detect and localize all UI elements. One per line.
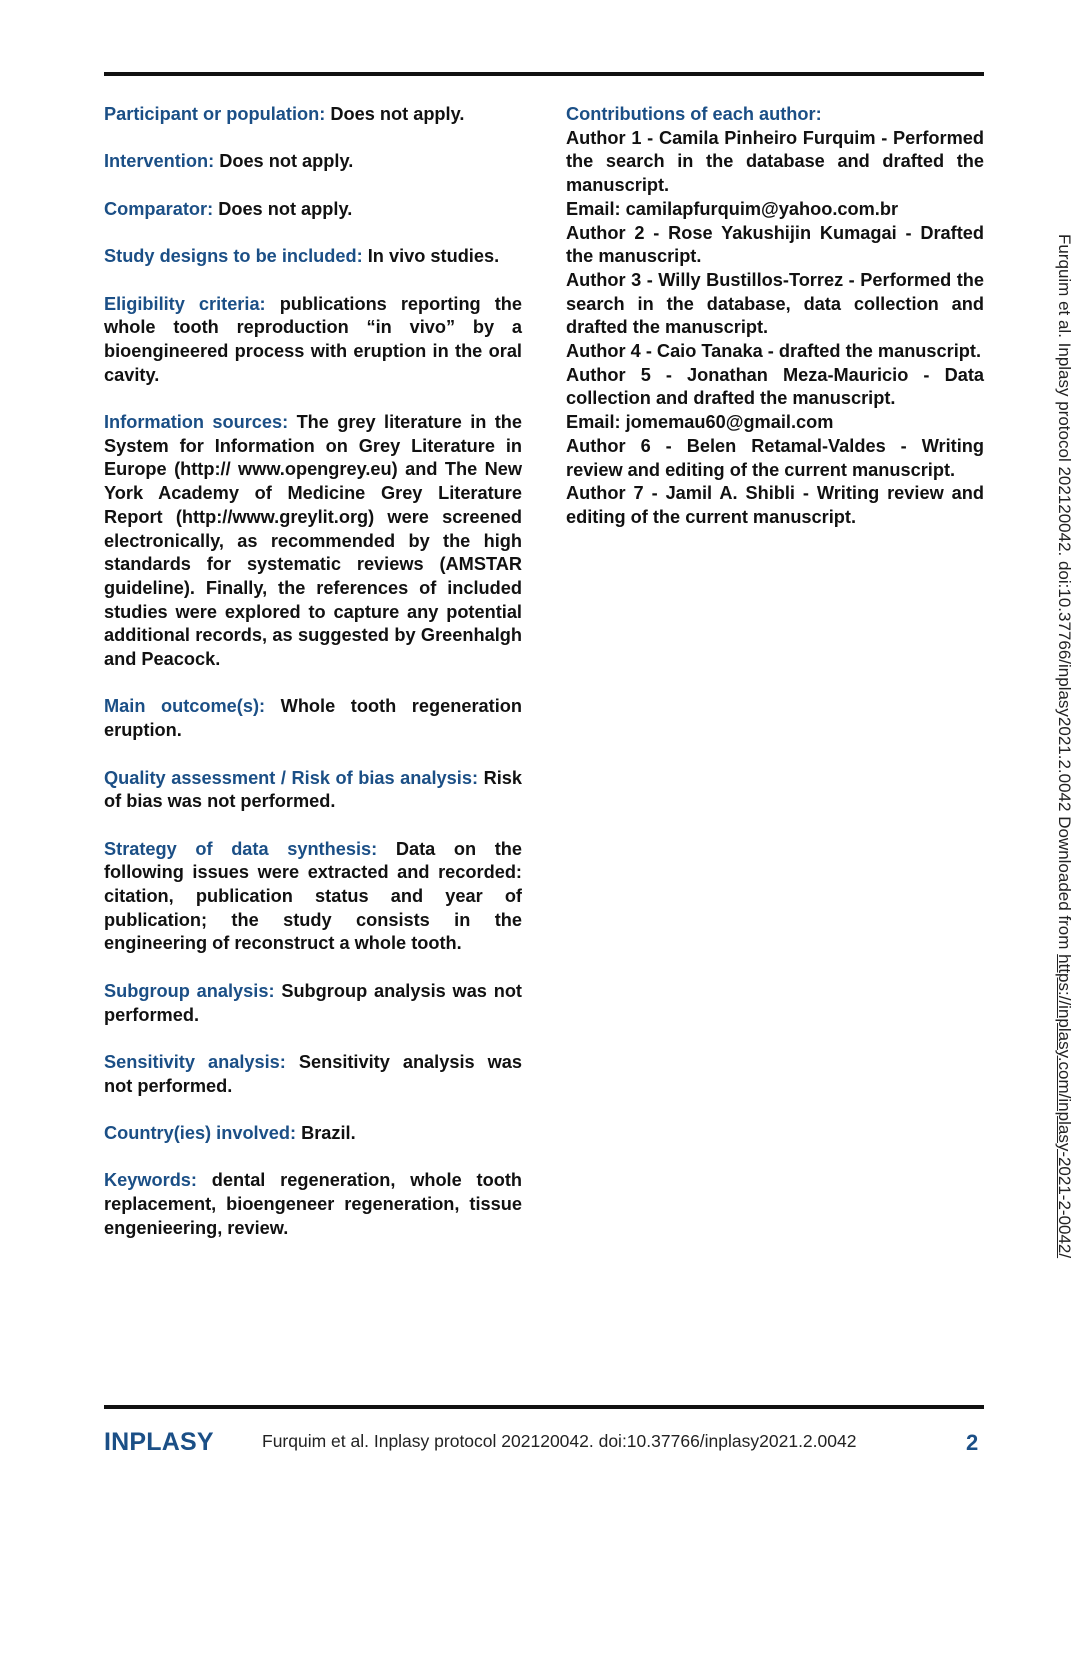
contribution-line: Author 5 - Jonathan Meza-Mauricio - Data collection and drafted the manuscript. bbox=[566, 364, 984, 409]
section-label: Quality assessment / Risk of bias analysis: bbox=[104, 767, 479, 788]
section-participant bbox=[104, 103, 522, 127]
section-label: Comparator: bbox=[104, 198, 214, 219]
contribution-line: Author 6 - Belen Retamal-Valdes - Writing review and editing of the current manuscript. bbox=[566, 435, 984, 480]
contribution-line: Author 7 - Jamil A. Shibli - Writing review and editing of the current manuscript. bbox=[566, 483, 984, 527]
section-text: publications reporting the whole tooth reproduction “in vivo” by a bioengineered process with eruption in the oral cavity. bbox=[104, 293, 522, 385]
side-download-note bbox=[1052, 234, 1076, 1654]
section-comparator bbox=[104, 198, 522, 222]
section-text: Does not apply. bbox=[219, 151, 354, 172]
contribution-line: Author 1 - Camila Pinheiro Furquim - Performed the search in the database and drafted the manuscript. bbox=[566, 127, 984, 196]
section-label: Main outcome(s): bbox=[104, 696, 266, 717]
section-text: Sensitivity analysis was not performed. bbox=[104, 1051, 522, 1096]
author-email[interactable]: Email: jomemau60@gmail.com bbox=[566, 412, 834, 433]
section-label: Participant or population: bbox=[104, 104, 326, 124]
contribution-line: Author 4 - Caio Tanaka - drafted the manuscript. bbox=[566, 341, 981, 362]
section-label: Sensitivity analysis: bbox=[104, 1051, 286, 1072]
section-text: Does not apply. bbox=[330, 104, 465, 124]
section-label: Information sources: bbox=[104, 412, 289, 433]
section-label: Subgroup analysis: bbox=[104, 980, 275, 1001]
section-label: Eligibility criteria: bbox=[104, 293, 266, 314]
section-sensitivity-analysis bbox=[104, 1051, 522, 1098]
contribution-line: Author 3 - Willy Bustillos-Torrez - Performed the search in the database, data collection and drafted the manuscript. bbox=[566, 269, 984, 338]
side-note-text: Furquim et al. Inplasy protocol 202120042. doi:10.37766/inplasy2021.2.0042 Downloaded from bbox=[1055, 234, 1074, 955]
left-column bbox=[104, 103, 522, 1264]
author-email[interactable]: Email: camilapfurquim@yahoo.com.br bbox=[566, 198, 899, 219]
section-text: Data on the following issues were extracted and recorded: citation, publication status and year of publication; the study consists in the engineering of reconstruct a whole tooth. bbox=[104, 838, 523, 954]
download-link[interactable]: https://inplasy.com/inplasy-2021-2-0042/ bbox=[1055, 954, 1074, 1259]
section-countries bbox=[104, 1122, 522, 1146]
contributions-heading: Contributions of each author: bbox=[566, 104, 822, 124]
section-text: Brazil. bbox=[301, 1123, 356, 1144]
section-subgroup-analysis bbox=[104, 980, 522, 1027]
section-label: Intervention: bbox=[104, 151, 215, 172]
section-text: Subgroup analysis was not performed. bbox=[104, 980, 522, 1025]
section-information-sources bbox=[104, 411, 522, 672]
section-quality-assessment bbox=[104, 767, 522, 814]
section-text: The grey literature in the System for Information on Grey Literature in Europe (http:// www.opengrey.eu) and The New York Academy of Medicine Grey Literature Report (http://www.greylit.org) were screened electronically, as recommended by the high standards for systematic reviews (AMSTAR guideline). Finally, the references of included studies were explored to capture any potential additional records, as suggested by Greenhalgh and Peacock. bbox=[104, 412, 522, 670]
section-intervention bbox=[104, 150, 522, 174]
section-label: Keywords: bbox=[104, 1170, 197, 1191]
section-text: Does not apply. bbox=[218, 198, 353, 219]
footer-citation: Furquim et al. Inplasy protocol 202120042. doi:10.37766/inplasy2021.2.0042 bbox=[262, 1431, 857, 1451]
page-number: 2 bbox=[966, 1430, 979, 1455]
section-text: dental regeneration, whole tooth replacement, bioengeneer regeneration, tissue engenieering, review. bbox=[104, 1170, 522, 1238]
section-text: In vivo studies. bbox=[367, 246, 500, 267]
section-keywords bbox=[104, 1169, 522, 1240]
header-rule bbox=[104, 72, 984, 76]
section-text: Whole tooth regeneration eruption. bbox=[104, 696, 522, 741]
contributions-section bbox=[566, 103, 984, 530]
section-label: Strategy of data synthesis: bbox=[104, 838, 378, 859]
section-text: Risk of bias was not performed. bbox=[104, 767, 522, 812]
section-eligibility bbox=[104, 293, 522, 388]
section-label: Country(ies) involved: bbox=[104, 1123, 296, 1144]
footer-brand-logo: INPLASY bbox=[104, 1428, 214, 1456]
section-main-outcomes bbox=[104, 695, 522, 742]
contribution-line: Author 2 - Rose Yakushijin Kumagai - Drafted the manuscript. bbox=[566, 222, 984, 267]
section-label: Study designs to be included: bbox=[104, 246, 363, 267]
section-data-synthesis bbox=[104, 838, 522, 957]
footer-rule bbox=[104, 1405, 984, 1409]
section-study-designs bbox=[104, 245, 522, 269]
